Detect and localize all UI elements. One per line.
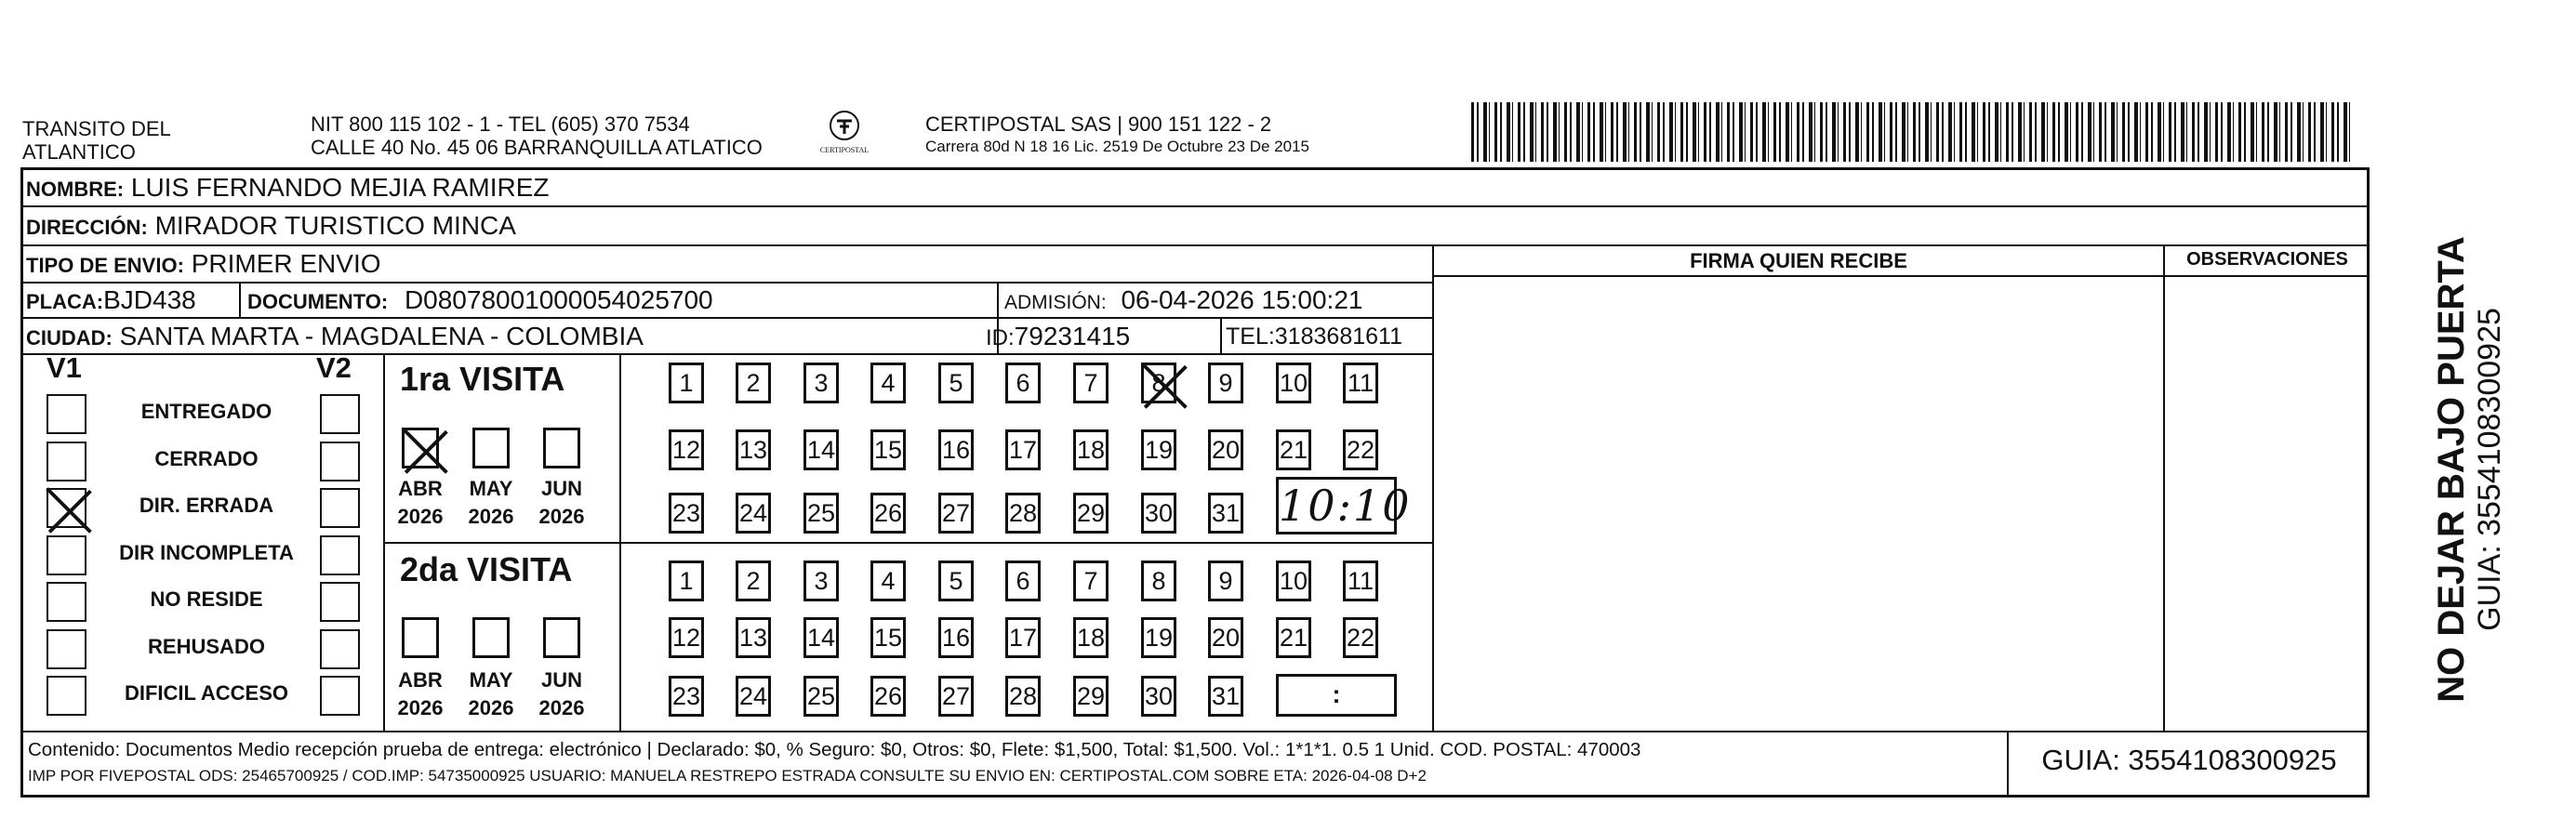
v2-checkbox[interactable] <box>320 629 360 669</box>
logo-icon <box>828 110 861 141</box>
day-box[interactable] <box>1073 429 1109 470</box>
day-number: 30 <box>1144 682 1174 710</box>
day-number: 3 <box>814 369 829 397</box>
day-box[interactable] <box>1005 676 1041 717</box>
day-number: 19 <box>1144 624 1174 652</box>
day-number: 14 <box>806 436 836 464</box>
day-box[interactable] <box>1005 363 1041 403</box>
barcode <box>1471 102 2353 162</box>
day-number: 4 <box>881 567 896 595</box>
firma-header: FIRMA QUIEN RECIBE <box>1690 249 1907 272</box>
month-checkbox[interactable] <box>402 428 439 468</box>
day-box[interactable] <box>870 561 906 601</box>
day-number: 20 <box>1211 436 1241 464</box>
day-number: 9 <box>1218 567 1233 595</box>
day-number: 1 <box>679 567 694 595</box>
tipo-label: TIPO DE ENVIO: <box>26 254 184 277</box>
footer-contenido: Contenido: Documentos Medio recepción prueba de entrega: electrónico | Declarado: $0, % Seguro: $0, Otros: $0, Flete: $1,500, Total: $1,500. Vol.: 1*1*1. 0.5 1 Unid. COD. POSTAL: 470003 <box>28 739 1641 760</box>
no-dejar-bajo-puerta: NO DEJAR BAJO PUERTA <box>2431 236 2472 703</box>
day-number: 23 <box>671 682 701 710</box>
day-number: 7 <box>1083 567 1098 595</box>
day-box[interactable] <box>1073 363 1109 403</box>
logo-text: CERTIPOSTAL <box>819 146 870 154</box>
ciudad-label: CIUDAD: <box>26 326 113 350</box>
documento-value: D08078001000054025700 <box>404 285 713 314</box>
day-box[interactable] <box>1343 617 1378 658</box>
nombre-value: LUIS FERNANDO MEJIA RAMIREZ <box>130 173 550 202</box>
documento-field <box>247 285 713 315</box>
tipo-value: PRIMER ENVIO <box>191 249 381 278</box>
first-visit-time: 10:10 <box>1279 481 1412 531</box>
documento-label: DOCUMENTO: <box>247 290 389 313</box>
v1-checkbox[interactable] <box>46 394 86 434</box>
day-box[interactable] <box>803 363 839 403</box>
day-box[interactable] <box>1343 561 1378 601</box>
admision-value: 06-04-2026 15:00:21 <box>1121 285 1363 314</box>
day-box[interactable] <box>736 561 771 601</box>
ciudad-field <box>26 322 644 351</box>
status-option-label: DIR INCOMPLETA <box>119 540 294 564</box>
day-number: 19 <box>1144 436 1174 464</box>
day-number: 11 <box>1347 369 1374 397</box>
issuer-nit: NIT 800 115 102 - 1 - TEL (605) 370 7534 <box>311 112 690 136</box>
month-name: MAY <box>469 668 513 692</box>
day-number: 15 <box>873 624 903 652</box>
day-number: 17 <box>1008 624 1038 652</box>
status-option-label: CERRADO <box>154 446 259 470</box>
day-box[interactable] <box>938 617 974 658</box>
day-box[interactable] <box>1005 617 1041 658</box>
nombre-label: NOMBRE: <box>26 178 125 201</box>
day-box[interactable] <box>803 617 839 658</box>
month-label <box>529 666 594 722</box>
v1-checkbox[interactable] <box>46 629 86 669</box>
day-box[interactable] <box>803 493 839 534</box>
ciudad-value: SANTA MARTA - MAGDALENA - COLOMBIA <box>119 322 644 350</box>
day-box[interactable] <box>1141 429 1176 470</box>
day-box[interactable] <box>736 429 771 470</box>
day-number: 21 <box>1279 624 1308 652</box>
day-box[interactable] <box>938 493 974 534</box>
id-value: 79231415 <box>1014 322 1131 350</box>
nombre-row <box>26 173 550 203</box>
certipostal-logo <box>807 110 882 154</box>
day-number: 5 <box>949 369 963 397</box>
v1-checkbox[interactable] <box>46 582 86 622</box>
day-number: 2 <box>746 567 761 595</box>
day-box[interactable] <box>1208 363 1243 403</box>
day-number: 20 <box>1211 624 1241 652</box>
day-box[interactable] <box>1073 561 1109 601</box>
second-visit-title: 2da VISITA <box>400 550 573 588</box>
direccion-value: MIRADOR TURISTICO MINCA <box>154 211 516 240</box>
v2-checkbox[interactable] <box>320 488 360 528</box>
v2-checkbox[interactable] <box>320 535 360 575</box>
day-number: 12 <box>671 436 701 464</box>
status-option-label: ENTREGADO <box>140 400 272 423</box>
day-box[interactable] <box>736 363 771 403</box>
first-visit-title: 1ra VISITA <box>400 360 565 398</box>
day-number: 3 <box>814 567 829 595</box>
month-label <box>388 666 453 722</box>
day-box[interactable] <box>938 363 974 403</box>
day-box[interactable] <box>1343 429 1378 470</box>
day-box[interactable] <box>938 676 974 717</box>
day-number: 25 <box>806 499 836 527</box>
second-visit-time: : <box>1332 680 1341 708</box>
check-mark-icon <box>401 425 449 477</box>
day-number: 17 <box>1008 436 1038 464</box>
id-label: ID: <box>986 325 1015 350</box>
placa-field <box>26 285 196 315</box>
day-number: 26 <box>873 682 903 710</box>
day-box[interactable] <box>938 561 974 601</box>
company-license: Carrera 80d N 18 16 Lic. 2519 De Octubre 23 De 2015 <box>925 138 1309 155</box>
day-number: 16 <box>941 624 971 652</box>
day-number: 30 <box>1144 499 1174 527</box>
first-visit-time-box[interactable] <box>1276 477 1412 534</box>
month-year: 2026 <box>538 505 585 528</box>
v2-checkbox[interactable] <box>320 442 360 481</box>
placa-label: PLACA: <box>26 290 104 313</box>
day-box[interactable] <box>1141 561 1176 601</box>
day-box[interactable] <box>1005 493 1041 534</box>
month-year: 2026 <box>468 696 514 719</box>
day-box[interactable] <box>803 429 839 470</box>
month-year: 2026 <box>538 696 585 719</box>
day-box[interactable] <box>669 429 704 470</box>
direccion-label: DIRECCIÓN: <box>26 216 148 239</box>
tipo-row <box>26 249 381 279</box>
v1-checkbox[interactable] <box>46 535 86 575</box>
day-box[interactable] <box>870 617 906 658</box>
day-number: 18 <box>1076 436 1106 464</box>
id-field <box>986 322 1130 351</box>
v2-checkbox[interactable] <box>320 394 360 434</box>
issuer-line-2: ATLANTICO <box>22 140 136 164</box>
day-box[interactable] <box>870 429 906 470</box>
observaciones-header: OBSERVACIONES <box>2186 249 2348 270</box>
day-box[interactable] <box>1208 561 1243 601</box>
day-box[interactable] <box>1141 493 1176 534</box>
month-checkbox[interactable] <box>402 617 439 658</box>
day-number: 24 <box>738 499 768 527</box>
day-number: 5 <box>949 567 963 595</box>
v1-checkbox[interactable] <box>46 676 86 716</box>
day-box[interactable] <box>736 493 771 534</box>
day-number: 18 <box>1076 624 1106 652</box>
day-box[interactable] <box>1208 617 1243 658</box>
day-box[interactable] <box>1208 429 1243 470</box>
day-number: 13 <box>738 436 768 464</box>
month-year: 2026 <box>468 505 514 528</box>
day-number: 23 <box>671 499 701 527</box>
day-number: 12 <box>671 624 701 652</box>
month-name: ABR <box>398 668 443 692</box>
v1-checkbox[interactable] <box>46 488 86 528</box>
v2-checkbox[interactable] <box>320 676 360 716</box>
day-box[interactable] <box>1276 617 1311 658</box>
issuer-name <box>22 117 171 164</box>
v2-label: V2 <box>316 351 352 384</box>
month-name: ABR <box>398 477 443 500</box>
company-info <box>925 112 1309 157</box>
day-number: 28 <box>1008 682 1038 710</box>
day-box[interactable] <box>736 617 771 658</box>
day-number: 15 <box>873 436 903 464</box>
month-name: JUN <box>540 477 582 500</box>
day-number: 6 <box>1016 369 1030 397</box>
day-box[interactable] <box>870 363 906 403</box>
placa-value: BJD438 <box>103 285 196 314</box>
day-number: 25 <box>806 682 836 710</box>
tel-field <box>1226 323 1402 350</box>
day-number: 21 <box>1279 436 1308 464</box>
check-mark-icon <box>45 484 93 536</box>
day-box[interactable] <box>1073 676 1109 717</box>
month-name: JUN <box>540 668 582 692</box>
footer-imp: IMP POR FIVEPOSTAL ODS: 25465700925 / COD.IMP: 54735000925 USUARIO: MANUELA RESTREPO ESTRADA CONSULTE SU ENVIO EN: CERTIPOSTAL.COM SOBRE ETA: 2026-04-08 D+2 <box>28 767 1427 785</box>
day-box[interactable] <box>669 561 704 601</box>
day-box[interactable] <box>1141 363 1176 403</box>
day-box[interactable] <box>803 676 839 717</box>
day-box[interactable] <box>1208 493 1243 534</box>
day-number: 27 <box>941 499 971 527</box>
observations-area[interactable] <box>2167 279 2368 729</box>
day-number: 28 <box>1008 499 1038 527</box>
day-box[interactable] <box>669 676 704 717</box>
day-number: 31 <box>1211 682 1241 710</box>
day-number: 24 <box>738 682 768 710</box>
day-box[interactable] <box>1141 676 1176 717</box>
v1-label: V1 <box>46 351 82 384</box>
side-vertical-text <box>2431 236 2507 703</box>
day-number: 22 <box>1346 624 1375 652</box>
day-number: 16 <box>941 436 971 464</box>
day-number: 8 <box>1151 369 1166 397</box>
status-option-label: REHUSADO <box>148 634 265 658</box>
status-option-label: DIR. ERRADA <box>139 494 274 517</box>
day-box[interactable] <box>1276 429 1311 470</box>
day-box[interactable] <box>1276 363 1311 403</box>
tel-value: 3183681611 <box>1274 323 1402 350</box>
day-number: 4 <box>881 369 896 397</box>
v1-checkbox[interactable] <box>46 442 86 481</box>
day-box[interactable] <box>803 561 839 601</box>
day-box[interactable] <box>1343 363 1378 403</box>
day-box[interactable] <box>1005 561 1041 601</box>
day-box[interactable] <box>870 493 906 534</box>
day-number: 26 <box>873 499 903 527</box>
side-guia: GUIA: 3554108300925 <box>2472 308 2507 631</box>
month-checkbox[interactable] <box>472 428 510 468</box>
direccion-row <box>26 211 516 241</box>
footer-guia: GUIA: 3554108300925 <box>2041 744 2337 776</box>
status-option-label: NO RESIDE <box>150 587 263 611</box>
day-number: 2 <box>746 369 761 397</box>
day-box[interactable] <box>669 617 704 658</box>
admision-label: ADMISIÓN: <box>1004 292 1107 313</box>
month-name: MAY <box>469 477 513 500</box>
day-number: 29 <box>1076 499 1106 527</box>
day-box[interactable] <box>1141 617 1176 658</box>
day-box[interactable] <box>669 493 704 534</box>
day-number: 11 <box>1347 567 1374 595</box>
tel-label: TEL: <box>1226 323 1275 350</box>
month-year: 2026 <box>397 505 444 528</box>
status-option-label: DIFICIL ACCESO <box>124 681 288 705</box>
signature-area[interactable] <box>1436 279 2161 729</box>
day-box[interactable] <box>736 676 771 717</box>
day-number: 29 <box>1076 682 1106 710</box>
month-year: 2026 <box>397 696 444 719</box>
check-mark-icon <box>1140 360 1188 412</box>
issuer-contact <box>311 112 763 159</box>
day-box[interactable] <box>669 363 704 403</box>
month-label <box>529 475 594 531</box>
day-number: 8 <box>1151 567 1166 595</box>
issuer-address: CALLE 40 No. 45 06 BARRANQUILLA ATLATICO <box>311 136 763 159</box>
month-checkbox[interactable] <box>543 428 580 468</box>
v2-checkbox[interactable] <box>320 582 360 622</box>
day-box[interactable] <box>1208 676 1243 717</box>
day-box[interactable] <box>1005 429 1041 470</box>
month-checkbox[interactable] <box>472 617 510 658</box>
day-number: 14 <box>806 624 836 652</box>
day-box[interactable] <box>1073 617 1109 658</box>
day-number: 1 <box>679 369 694 397</box>
day-number: 9 <box>1218 369 1233 397</box>
day-number: 27 <box>941 682 971 710</box>
day-box[interactable] <box>1276 561 1311 601</box>
month-label <box>458 475 524 531</box>
day-number: 22 <box>1346 436 1375 464</box>
day-number: 6 <box>1016 567 1030 595</box>
day-box[interactable] <box>1073 493 1109 534</box>
month-label <box>458 666 524 722</box>
day-number: 31 <box>1211 499 1241 527</box>
second-visit-time-box[interactable] <box>1276 674 1397 717</box>
day-box[interactable] <box>870 676 906 717</box>
day-number: 10 <box>1279 369 1308 397</box>
day-number: 13 <box>738 624 768 652</box>
month-label <box>388 475 453 531</box>
day-number: 10 <box>1279 567 1308 595</box>
company-name: CERTIPOSTAL SAS | 900 151 122 - 2 <box>925 112 1272 136</box>
issuer-line-1: TRANSITO DEL <box>22 117 171 140</box>
month-checkbox[interactable] <box>543 617 580 658</box>
day-number: 7 <box>1083 369 1098 397</box>
day-box[interactable] <box>938 429 974 470</box>
admision-field <box>1004 285 1362 315</box>
